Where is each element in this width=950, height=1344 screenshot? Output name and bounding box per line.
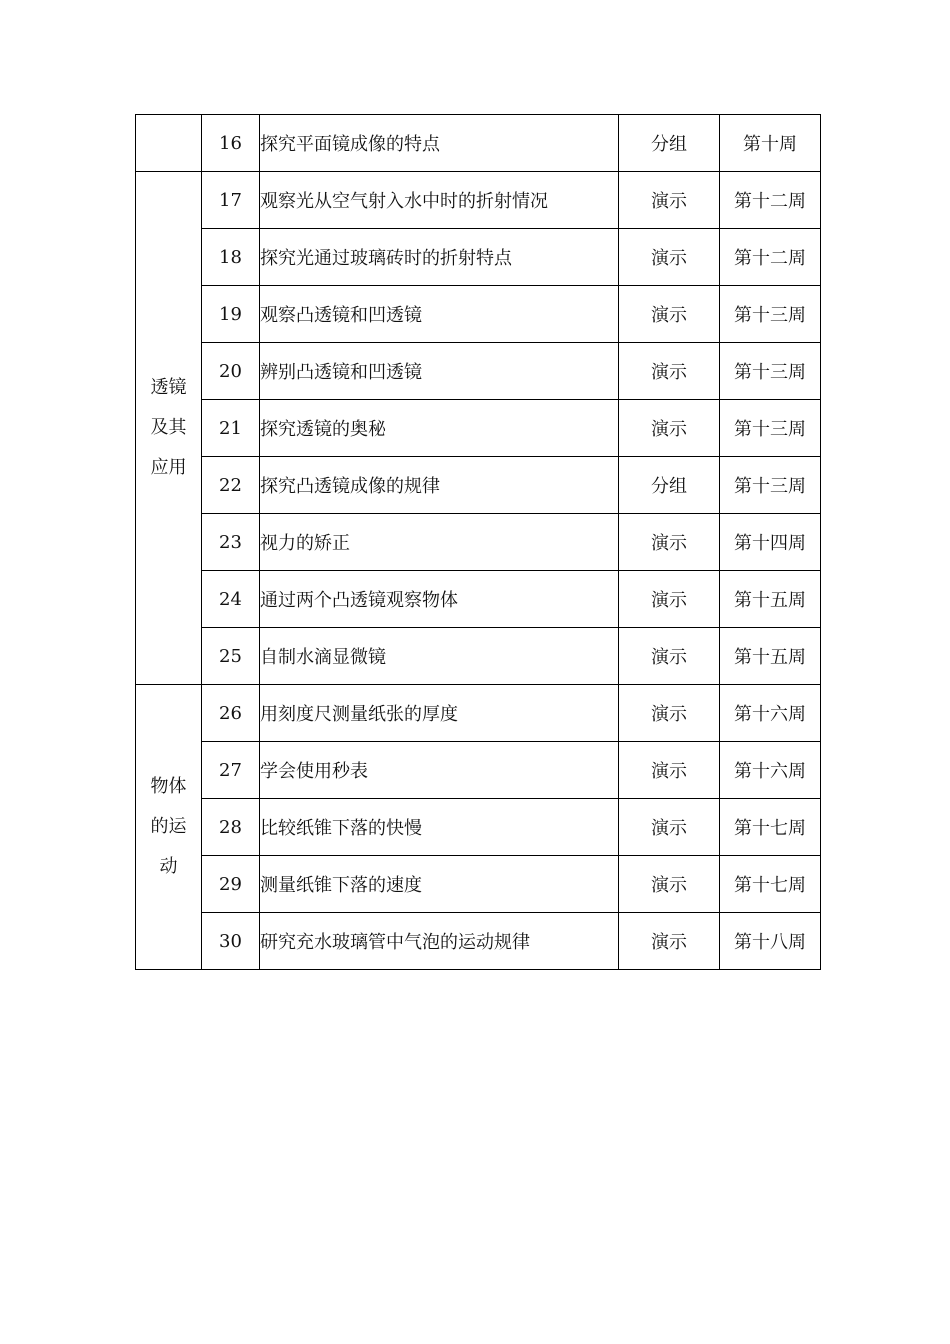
- experiment-name: 观察光从空气射入水中时的折射情况: [260, 172, 619, 229]
- table-row: [136, 172, 821, 229]
- experiment-number: 24: [202, 571, 260, 628]
- table-row: [136, 514, 821, 571]
- experiment-week: 第十六周: [720, 685, 821, 742]
- experiment-type: 分组: [619, 115, 720, 172]
- experiment-schedule-table: [135, 114, 821, 970]
- experiment-name: 通过两个凸透镜观察物体: [260, 571, 619, 628]
- experiment-number: 26: [202, 685, 260, 742]
- experiment-type: 演示: [619, 856, 720, 913]
- experiment-name: 比较纸锥下落的快慢: [260, 799, 619, 856]
- experiment-number: 30: [202, 913, 260, 970]
- experiment-week: 第十三周: [720, 457, 821, 514]
- experiment-week: 第十七周: [720, 799, 821, 856]
- experiment-type: 演示: [619, 514, 720, 571]
- experiment-type: 演示: [619, 229, 720, 286]
- table-row: [136, 628, 821, 685]
- table-row: [136, 343, 821, 400]
- experiment-name: 测量纸锥下落的速度: [260, 856, 619, 913]
- table-row: [136, 457, 821, 514]
- experiment-week: 第十二周: [720, 172, 821, 229]
- table-row: [136, 571, 821, 628]
- unit-cell: 物体的运动: [136, 685, 202, 970]
- unit-cell: 透镜及其应用: [136, 172, 202, 685]
- experiment-week: 第十四周: [720, 514, 821, 571]
- experiment-number: 21: [202, 400, 260, 457]
- table-row: [136, 742, 821, 799]
- experiment-type: 分组: [619, 457, 720, 514]
- table-row: [136, 799, 821, 856]
- experiment-type: 演示: [619, 628, 720, 685]
- experiment-type: 演示: [619, 685, 720, 742]
- experiment-number: 17: [202, 172, 260, 229]
- experiment-type: 演示: [619, 799, 720, 856]
- experiment-name: 探究透镜的奥秘: [260, 400, 619, 457]
- table-row: [136, 286, 821, 343]
- experiment-number: 29: [202, 856, 260, 913]
- experiment-number: 23: [202, 514, 260, 571]
- experiment-number: 20: [202, 343, 260, 400]
- experiment-type: 演示: [619, 742, 720, 799]
- experiment-type: 演示: [619, 913, 720, 970]
- table-row: [136, 685, 821, 742]
- experiment-number: 28: [202, 799, 260, 856]
- experiment-week: 第十周: [720, 115, 821, 172]
- experiment-week: 第十八周: [720, 913, 821, 970]
- table-row: [136, 115, 821, 172]
- experiment-type: 演示: [619, 286, 720, 343]
- unit-cell: [136, 115, 202, 172]
- experiment-week: 第十五周: [720, 628, 821, 685]
- experiment-number: 19: [202, 286, 260, 343]
- experiment-week: 第十二周: [720, 229, 821, 286]
- experiment-name: 研究充水玻璃管中气泡的运动规律: [260, 913, 619, 970]
- table-row: [136, 400, 821, 457]
- experiment-week: 第十三周: [720, 286, 821, 343]
- experiment-type: 演示: [619, 343, 720, 400]
- experiment-name: 观察凸透镜和凹透镜: [260, 286, 619, 343]
- experiment-week: 第十七周: [720, 856, 821, 913]
- experiment-number: 27: [202, 742, 260, 799]
- experiment-name: 探究平面镜成像的特点: [260, 115, 619, 172]
- table-row: [136, 229, 821, 286]
- experiment-name: 自制水滴显微镜: [260, 628, 619, 685]
- experiment-name: 探究光通过玻璃砖时的折射特点: [260, 229, 619, 286]
- experiment-type: 演示: [619, 400, 720, 457]
- experiment-type: 演示: [619, 571, 720, 628]
- experiment-number: 18: [202, 229, 260, 286]
- experiment-name: 用刻度尺测量纸张的厚度: [260, 685, 619, 742]
- experiment-week: 第十三周: [720, 400, 821, 457]
- experiment-number: 16: [202, 115, 260, 172]
- experiment-type: 演示: [619, 172, 720, 229]
- experiment-number: 25: [202, 628, 260, 685]
- experiment-week: 第十六周: [720, 742, 821, 799]
- table-row: [136, 856, 821, 913]
- experiment-name: 视力的矫正: [260, 514, 619, 571]
- experiment-name: 学会使用秒表: [260, 742, 619, 799]
- experiment-name: 辨别凸透镜和凹透镜: [260, 343, 619, 400]
- experiment-week: 第十五周: [720, 571, 821, 628]
- experiment-name: 探究凸透镜成像的规律: [260, 457, 619, 514]
- experiment-number: 22: [202, 457, 260, 514]
- table-row: [136, 913, 821, 970]
- experiment-week: 第十三周: [720, 343, 821, 400]
